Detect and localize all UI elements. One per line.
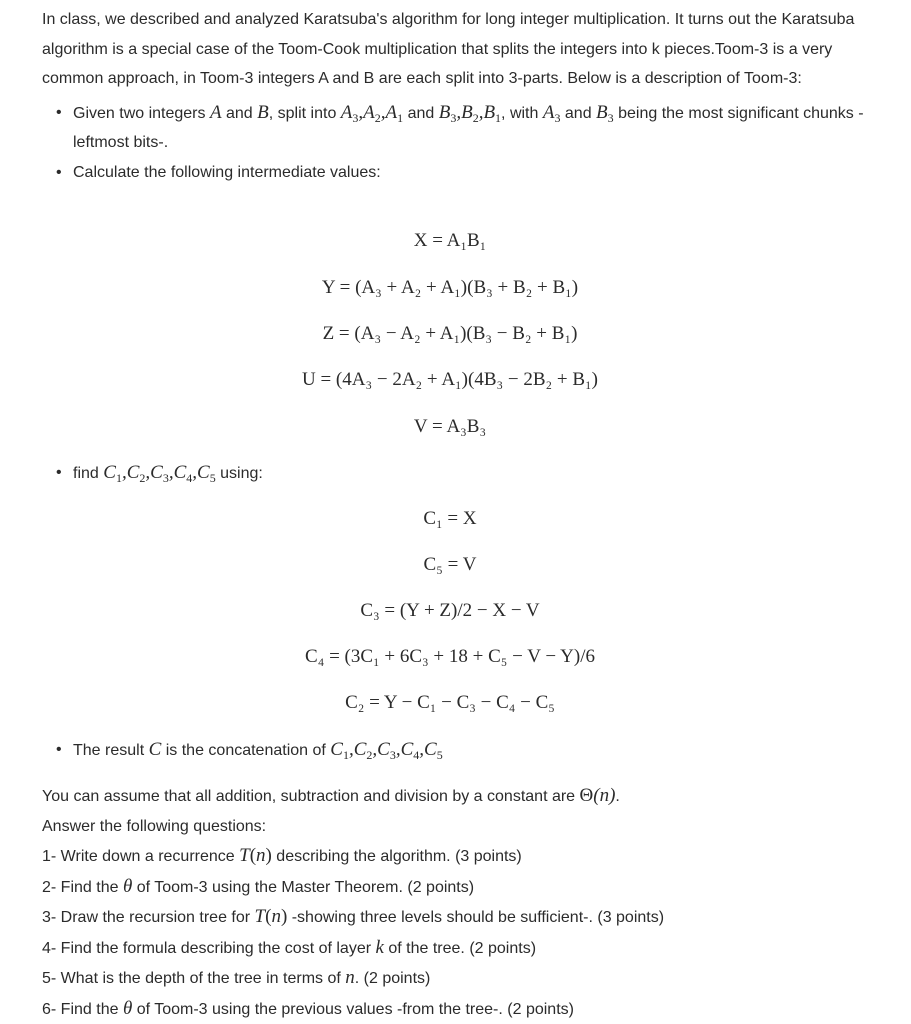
equation-y: Y = (A₃ + A₂ + A₁)(B₃ + B₂ + B₁) — [321, 277, 579, 298]
assumption-text: You can assume that all addition, subtraction and division by a constant are Θ(n). — [42, 785, 620, 806]
bullet-result: • The result C is the concatenation of $C_1,C_2,C_3,C_4,C_5$ — [73, 735, 892, 766]
equation-z: Z = (A₃ − A₂ + A₁)(B₃ − B₂ + B₁) — [322, 323, 578, 344]
bullet-calculate — [73, 158, 892, 188]
question-4-post: of the tree. (2 points) — [383, 939, 537, 957]
problem-statement — [42, 0, 892, 187]
bullet-result-post: is the concatenation of — [161, 742, 331, 759]
equation-c4: C₄ = (3C₁ + 6C₃ + 18 + C₅ − V − Y)/6 — [305, 646, 595, 667]
bullet-split-into: , split into — [268, 104, 341, 122]
question-5-pre: 5- What is the depth of the tree in terms of — [42, 970, 346, 987]
bullet-calculate-text: Calculate the following intermediate values: — [73, 163, 381, 181]
question-4-pre: 4- Find the formula describing the cost of layer — [42, 939, 376, 957]
bullet-result-wrap — [42, 735, 892, 766]
bullet-split: • Given two integers A and B, split into $A_3,A_2,A_1$ and $B_3,B_2,B_1$, with $A_3$ and $B_3$ being the most significant chunks -leftmost bits-. — [73, 98, 892, 158]
bullet-find-post: using: — [215, 465, 263, 482]
bullet-split-and: and — [221, 104, 258, 122]
bullet-find: • find $C_1,C_2,C_3,C_4,C_5$ using: — [73, 458, 892, 489]
question-6-pre: 6- Find the — [42, 1000, 123, 1018]
question-2-post: of Toom-3 using the Master Theorem. (2 points) — [132, 878, 475, 896]
equation-v: V = A₃B₃ — [413, 416, 487, 437]
question-5: 5- What is the depth of the tree in terms of n. (2 points) — [42, 967, 431, 988]
question-6-post: of Toom-3 using the previous values -from the tree-. (2 points) — [132, 1000, 574, 1018]
bullet-list-top — [42, 98, 892, 188]
bullet-split-and2: and — [403, 104, 439, 122]
question-3: 3- Draw the recursion tree for T(n) -showing three levels should be sufficient-. (3 points) — [42, 906, 665, 927]
question-1-post: describing the algorithm. (3 points) — [271, 848, 522, 865]
question-4: 4- Find the formula describing the cost of layer k of the tree. (2 points) — [42, 936, 537, 958]
question-1: 1- Write down a recurrence T(n) describing the algorithm. (3 points) — [42, 845, 522, 866]
question-2-pre: 2- Find the — [42, 878, 123, 896]
question-2: 2- Find the θ of Toom-3 using the Master Theorem. (2 points) — [42, 875, 475, 897]
assumption-post: . — [615, 788, 620, 805]
bullet-split-text: Given two integers — [73, 104, 210, 122]
bullet-split-with: , with — [501, 104, 543, 122]
assumption-pre: You can assume that all addition, subtraction and division by a constant are — [42, 788, 580, 805]
question-6: 6- Find the θ of Toom-3 using the previous values -from the tree-. (2 points) — [42, 997, 574, 1019]
bullet-split-and3: and — [560, 104, 597, 122]
equation-c3: C₃ = (Y + Z)/2 − X − V — [360, 600, 540, 621]
equation-u: U = (4A₃ − 2A₂ + A₁)(4B₃ − 2B₂ + B₁) — [302, 369, 598, 390]
question-1-pre: 1- Write down a recurrence — [42, 848, 240, 865]
bullet-list-find — [42, 458, 892, 489]
question-5-post: . (2 points) — [354, 970, 431, 987]
question-3-post: -showing three levels should be sufficient-. (3 points) — [287, 909, 665, 926]
bullet-find-pre: find — [73, 465, 104, 482]
bullet-list-result — [42, 735, 892, 766]
bullet-result-pre: The result — [73, 742, 149, 759]
equation-c2: C₂ = Y − C₁ − C₃ − C₄ − C₅ — [345, 692, 555, 713]
bullet-find-wrap — [42, 458, 892, 489]
question-3-pre: 3- Draw the recursion tree for — [42, 909, 255, 926]
questions-section — [42, 781, 892, 1024]
equation-x: X = A₁B₁ — [413, 230, 487, 251]
intro-paragraph: In class, we described and analyzed Karatsuba's algorithm for long integer multiplication. It turns out the Karatsuba algorithm is a special case of the Toom-Cook multiplication that splits the integers into k pieces.Toom-3 is a very common approach, in Toom-3 integers A and B are each split into 3-parts. Below is a description of Toom-3: — [42, 11, 855, 87]
equation-c1: C₁ = X — [423, 508, 477, 529]
bullet-split-post: being the most significant chunks -leftmost bits-. — [73, 104, 864, 151]
answer-intro: Answer the following questions: — [42, 817, 267, 835]
equation-c5: C₅ = V — [423, 554, 477, 575]
